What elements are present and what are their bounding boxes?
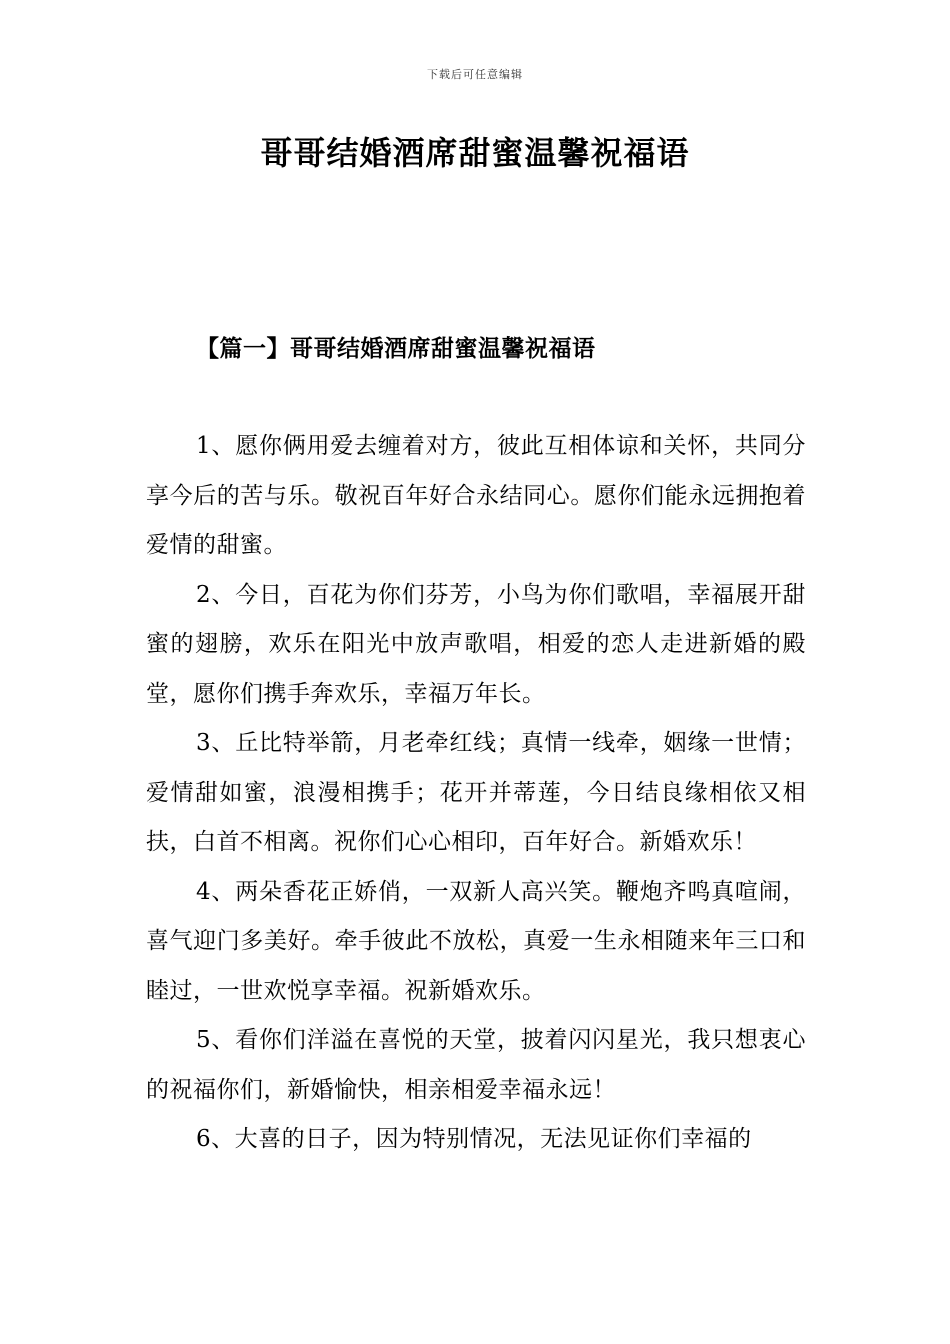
header-note: 下载后可任意编辑 bbox=[427, 68, 523, 81]
paragraph-4: 4、两朵香花正娇俏，一双新人高兴笑。鞭炮齐鸣真喧闹，喜气迎门多美好。牵手彼此不放松，真爱一生永相随来年三口和睦过，一世欢悦享幸福。祝新婚欢乐。 bbox=[146, 878, 806, 1004]
paragraph-3: 3、丘比特举箭，月老牵红线；真情一线牵，姻缘一世情；爱情甜如蜜，浪漫相携手；花开并蒂莲，今日结良缘相依又相扶，白首不相离。祝你们心心相印，百年好合。新婚欢乐！ bbox=[146, 730, 806, 855]
paragraph-5: 5、看你们洋溢在喜悦的天堂，披着闪闪星光，我只想衷心的祝福你们，新婚愉快，相亲相爱幸福永远！ bbox=[146, 1027, 806, 1103]
paragraph-2: 2、今日，百花为你们芬芳，小鸟为你们歌唱，幸福展开甜蜜的翅膀，欢乐在阳光中放声歌唱，相爱的恋人走进新婚的殿堂，愿你们携手奔欢乐，幸福万年长。 bbox=[146, 581, 806, 707]
document-title: 哥哥结婚酒席甜蜜温馨祝福语 bbox=[260, 134, 690, 172]
paragraph-6: 6、大喜的日子，因为特别情况，无法见证你们幸福的 bbox=[196, 1126, 752, 1152]
section-heading: 【篇一】哥哥结婚酒席甜蜜温馨祝福语 bbox=[196, 335, 596, 362]
body-text bbox=[146, 422, 806, 1165]
paragraph-1: 1、愿你俩用爱去缠着对方，彼此互相体谅和关怀，共同分享今后的苦与乐。敬祝百年好合永结同心。愿你们能永远拥抱着爱情的甜蜜。 bbox=[146, 433, 806, 558]
